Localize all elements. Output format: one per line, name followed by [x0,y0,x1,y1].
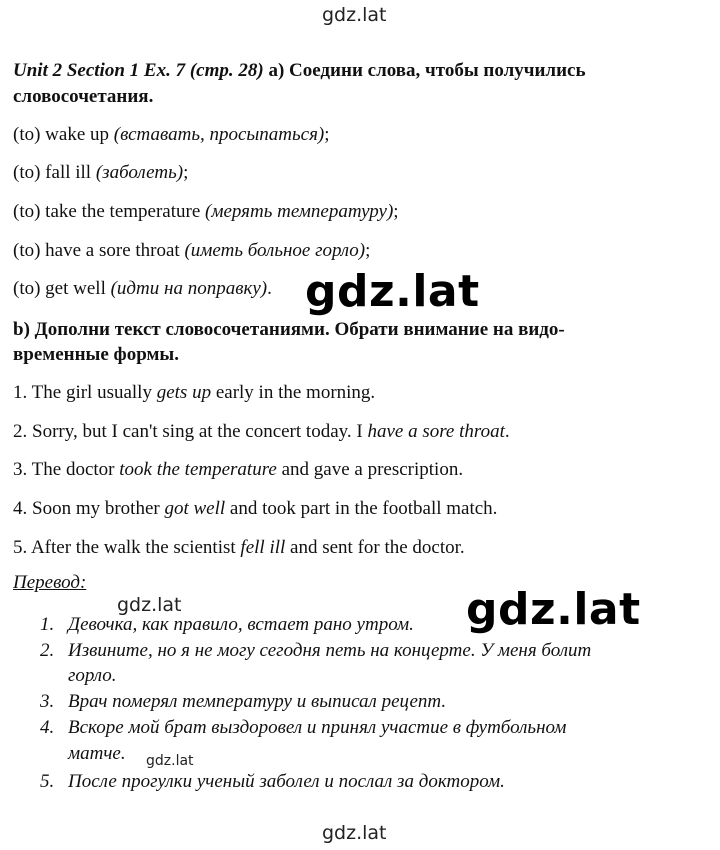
translation-text-5: После прогулки ученый заболел и послал за доктором. [68,771,505,792]
phrase-punct: ; [393,201,399,222]
phrase-ru: (мерять температуру) [205,201,394,222]
watermark-mid: gdz.lat [305,266,480,317]
translation-text-3: Врач померял температуру и выписал рецепт. [68,691,447,712]
watermark-right-big: gdz.lat [466,584,641,635]
phrase-punct: ; [324,124,330,145]
sentence-2 [13,421,510,443]
phrase-3 [13,201,399,223]
sentence-answer: fell ill [240,537,286,558]
translation-num-2: 2. [40,640,55,661]
phrase-ru: (вставать, просыпаться) [113,124,325,145]
sentence-post: and took part in the football match. [225,498,498,519]
translation-num-1: 1. [40,614,55,635]
phrase-punct: ; [183,162,189,183]
translation-text-2: Извините, но я не могу сегодня петь на концерте. У меня болит [68,640,592,661]
sentence-answer: got well [164,498,226,519]
phrase-ru: (идти на поправку) [110,278,268,299]
translation-num-4: 4. [40,717,55,738]
sentence-post: . [504,421,510,442]
task-b-title: b) Дополни текст словосочетаниями. Обрати внимание на видо- [13,319,565,340]
phrase-en: (to) have a sore throat [13,240,185,261]
sentence-post: and gave a prescription. [276,459,464,480]
task-b-title-line2: временные формы. [13,344,179,365]
phrase-en: (to) fall ill [13,162,96,183]
sentence-5 [13,537,465,559]
sentence-pre: 4. Soon my brother [13,498,165,519]
translation-text-2-cont: горло. [68,665,117,686]
phrase-en: (to) get well [13,278,111,299]
sentence-pre: 5. After the walk the scientist [13,537,241,558]
phrase-punct: ; [365,240,371,261]
task-a-title: a) Соедини слова, чтобы получились [263,60,586,81]
phrase-punct: . [267,278,272,299]
exercise-header [13,60,586,82]
translation-num-3: 3. [40,691,55,712]
phrase-2 [13,162,188,184]
phrase-ru: (заболеть) [95,162,184,183]
task-a-title-line2: словосочетания. [13,86,154,107]
phrase-en: (to) take the temperature [13,201,206,222]
phrase-1 [13,124,330,146]
sentence-answer: took the temperature [119,459,277,480]
translation-text-4-cont: матче. [68,743,126,764]
watermark-tiny: gdz.lat [146,753,194,769]
sentence-pre: 2. Sorry, but I can't sing at the concert today. I [13,421,368,442]
sentence-pre: 3. The doctor [13,459,120,480]
sentence-post: and sent for the doctor. [285,537,465,558]
translation-heading: Перевод: [13,572,87,593]
sentence-3 [13,459,463,481]
phrase-5 [13,278,272,300]
translation-text-1: Девочка, как правило, встает рано утром. [68,614,414,635]
sentence-4 [13,498,497,520]
watermark-left-small: gdz.lat [117,594,182,616]
sentence-post: early in the morning. [211,382,376,403]
translation-text-4: Вскоре мой брат выздоровел и принял участие в футбольном [68,717,567,738]
sentence-pre: 1. The girl usually [13,382,157,403]
phrase-4 [13,240,370,262]
translation-num-5: 5. [40,771,55,792]
phrase-ru: (иметь больное горло) [184,240,366,261]
watermark-bottom: gdz.lat [322,822,387,844]
sentence-1 [13,382,375,404]
sentence-answer: gets up [156,382,212,403]
watermark-top: gdz.lat [322,4,387,26]
phrase-en: (to) wake up [13,124,114,145]
sentence-answer: have a sore throat [367,421,505,442]
exercise-reference: Unit 2 Section 1 Ex. 7 (стр. 28) [13,60,264,81]
